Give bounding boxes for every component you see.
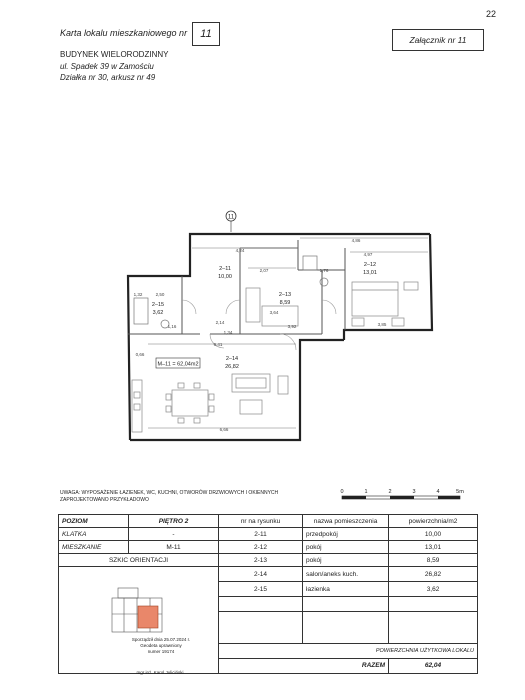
dimension-label: 3,92 (287, 324, 297, 329)
room-nr: 2-13 (219, 554, 303, 567)
card-number-box: 11 (192, 22, 220, 46)
usable-area-label: POWIERZCHNIA UŻYTKOWA LOKALU (219, 643, 478, 658)
room-name: łazienka (303, 582, 389, 597)
room-area: 10,00 (218, 274, 232, 280)
room-nr: 2-11 (219, 528, 303, 541)
room-id: 2–11 (219, 266, 231, 272)
empty-cell (219, 597, 303, 612)
note-text: UWAGA: WYPOSAŻENIE ŁAZIENEK, WC, KUCHNI, OTWORÓW DRZWIOWYCH I OKIENNYCH ZAPROJEKTOWANO PRZYKŁADOWO (60, 490, 279, 503)
dimension-label: 0,66 (135, 352, 145, 357)
room-nr: 2-14 (219, 567, 303, 582)
dimension-label: 6,41 (213, 342, 223, 347)
dimension-label: 1,34 (223, 330, 233, 335)
attachment-box: Załącznik nr 11 (392, 29, 484, 51)
dimension-label: 2,07 (259, 268, 269, 273)
room-area: 26,82 (389, 567, 478, 582)
prepared-date: Sporządził dnia 25.07.2024 r. (131, 637, 191, 642)
building-type: BUDYNEK WIELORODZINNY (60, 50, 169, 59)
total-value: 62,04 (389, 658, 478, 673)
room-area: 10,00 (389, 528, 478, 541)
room-id: 2–12 (363, 262, 377, 268)
page-number: 22 (486, 9, 497, 19)
sketch-label: SZKIC ORIENTACJI (59, 554, 219, 567)
dimension-label: 1,16 (167, 324, 177, 329)
room-id: 2–15 (151, 302, 165, 308)
room-area: 26,82 (225, 364, 239, 370)
dimension-label: 3,85 (377, 322, 387, 327)
room-name: przedpokój (303, 528, 389, 541)
room-nr: 2-15 (219, 582, 303, 597)
street-address: ul. Spadek 39 w Zamościu (60, 62, 154, 71)
room-name: pokój (303, 541, 389, 554)
nr-header: nr na rysunku (219, 515, 303, 528)
dimension-label: 4,86 (351, 238, 361, 243)
prepared-by (96, 637, 226, 655)
room-area: 3,62 (389, 582, 478, 597)
dimension-label: 3,64 (269, 310, 279, 315)
card-title: Karta lokalu mieszkaniowego nr (60, 28, 188, 38)
dimension-label: 4,24 (235, 248, 245, 253)
dimension-label: 2,50 (155, 292, 165, 297)
room-area: 8,59 (279, 300, 291, 306)
prepared-license: numer 19174 (147, 649, 175, 654)
empty-cell (389, 612, 478, 643)
area-header: powierzchnia/m2 (389, 515, 478, 528)
scale-bar (336, 486, 466, 510)
empty-cell (303, 597, 389, 612)
room-id: 2–13 (278, 292, 292, 298)
room-nr: 2-12 (219, 541, 303, 554)
stair-value: - (129, 528, 219, 541)
scale-tick: 5m (456, 489, 464, 495)
room-area: 13,01 (389, 541, 478, 554)
stair-label: KLATKA (59, 528, 129, 541)
plan-marker-label: 11 (227, 214, 235, 221)
floor-header: POZIOM (59, 515, 129, 528)
prepared-role: Geodeta uprawniony (140, 643, 182, 648)
floor-value: PIĘTRO 2 (129, 515, 219, 528)
dimension-label: 4,97 (363, 252, 373, 257)
empty-cell (389, 597, 478, 612)
scale-tick: 3 (412, 489, 416, 495)
room-area: 13,01 (363, 270, 377, 276)
sketch-cell (59, 567, 219, 674)
dimension-label: 2,14 (215, 320, 225, 325)
scale-tick: 1 (364, 489, 368, 495)
empty-cell (219, 612, 303, 643)
room-name: salon/aneks kuch. (303, 567, 389, 582)
empty-cell (303, 612, 389, 643)
dimension-label: 1,32 (133, 292, 143, 297)
room-area: 3,62 (152, 310, 164, 316)
scale-tick: 0 (340, 489, 344, 495)
flat-area-label: M–11 = 62,04m2 (157, 361, 199, 368)
name-header: nazwa pomieszczenia (303, 515, 389, 528)
dimension-label: 6,66 (219, 427, 229, 432)
surveyor-signature: mgr inż. Karol Juliciński (136, 670, 184, 675)
room-id: 2–14 (225, 356, 239, 362)
scale-tick: 2 (388, 489, 392, 495)
room-area: 8,59 (389, 554, 478, 567)
flat-label: MIESZKANIE (59, 541, 129, 554)
scale-tick: 4 (436, 489, 440, 495)
parcel-info: Działka nr 30, arkusz nr 49 (60, 73, 156, 82)
dimension-label: 1,76 (319, 268, 329, 273)
room-name: pokój (303, 554, 389, 567)
flat-value: M-11 (129, 541, 219, 554)
total-label: RAZEM (219, 658, 389, 673)
